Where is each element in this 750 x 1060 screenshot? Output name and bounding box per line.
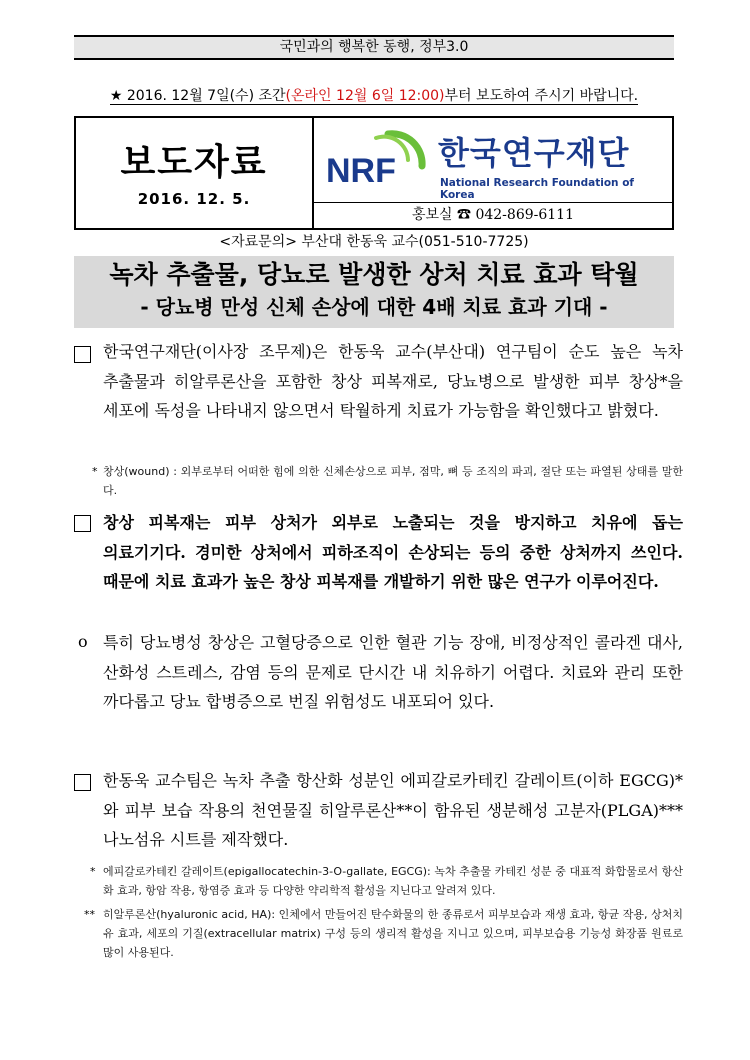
logo-text-kr: 한국연구재단: [438, 134, 630, 172]
inquiry-contact: <자료문의> 부산대 한동욱 교수(051-510-7725): [219, 234, 529, 250]
release-date: 2016. 12. 5.: [137, 190, 251, 208]
note-3-mark: **: [84, 908, 95, 921]
logo-text-en: National Research Foundation of Korea: [440, 177, 634, 201]
embargo-suffix: 부터 보도하여 주시기 바랍니다.: [444, 88, 639, 104]
headline-box: [74, 256, 674, 328]
square-bullet-icon: [74, 515, 91, 532]
nrf-logo-icon: [326, 126, 426, 196]
slogan-text: 국민과의 행복한 동행, 정부3.0: [279, 39, 469, 55]
nrf-logo: [314, 118, 672, 203]
note-2: 에피갈로카테킨 갈레이트(epigallocatechin-3-O-gallate, EGCG): 녹차 추출물 카테킨 성분 중 대표적 화합물로서 항산화 효과, 항암 작용, 항염증 효과 등 다양한 약리학적 활성을 지닌다고 알려져 있다.: [103, 865, 683, 897]
circle-bullet-icon: o: [78, 632, 88, 651]
note-3: 히알루론산(hyaluronic acid, HA): 인체에서 만들어진 탄수화물의 한 종류로서 피부보습과 재생 효과, 항균 작용, 상처치유 효과, 세포의 기질(extracellular matrix) 구성 등의 생리적 활성을 지니고 있으며, 피부보습용 기능성 화장품 원료로 많이 사용된다.: [103, 908, 683, 959]
square-bullet-icon: [74, 346, 91, 363]
slogan-bar: [74, 35, 674, 60]
page-title: 보도자료: [120, 142, 268, 183]
embargo-online: (온라인 12월 6일 12:00): [285, 88, 445, 104]
subheadline: - 당뇨병 만성 신체 손상에 대한 4배 치료 효과 기대 -: [140, 295, 608, 319]
pr-contact: 홍보실 ☎ 042-869-6111: [411, 207, 574, 223]
headline: 녹차 추출물, 당뇨로 발생한 상처 치료 효과 탁월: [109, 260, 639, 289]
header-title-cell: [76, 118, 314, 228]
paragraph-1: 한국연구재단(이사장 조무제)은 한동욱 교수(부산대) 연구팀이 순도 높은 녹차 추출물과 히알루론산을 포함한 창상 피복재로, 당뇨병으로 발생한 피부 창상*을 세포에 독성을 나타내지 않으면서 탁월하게 치료가 가능함을 확인했다고 밝혔다.: [103, 342, 683, 420]
press-release-header: [74, 116, 674, 230]
note-1: 창상(wound) : 외부로부터 어떠한 힘에 의한 신체손상으로 피부, 점막, 뼈 등 조직의 파괴, 절단 또는 파열된 상태를 말한다.: [103, 465, 683, 497]
logo-mark-text: NRF: [326, 152, 396, 190]
paragraph-3: 특히 당뇨병성 창상은 고혈당증으로 인한 혈관 기능 장애, 비정상적인 콜라겐 대사, 산화성 스트레스, 감염 등의 문제로 단시간 내 치유하기 어렵다. 치료와 관리 또한 까다롭고 당뇨 합병증으로 번질 위험성도 내포되어 있다.: [103, 633, 683, 711]
note-2-mark: *: [90, 865, 96, 878]
paragraph-2: 창상 피복재는 피부 상처가 외부로 노출되는 것을 방지하고 치유에 돕는 의료기기다. 경미한 상처에서 피하조직이 손상되는 등의 중한 상처까지 쓰인다. 때문에 치료 효과가 높은 창상 피복재를 개발하기 위한 많은 연구가 이루어진다.: [103, 513, 683, 591]
paragraph-4: 한동욱 교수팀은 녹차 추출 항산화 성분인 에피갈로카테킨 갈레이트(이하 EGCG)*와 피부 보습 작용의 천연물질 히알루론산**이 함유된 생분해성 고분자(PLGA)*** 나노섬유 시트를 제작했다.: [103, 771, 683, 849]
embargo-prefix: ★ 2016. 12월 7일(수) 조간: [109, 88, 286, 104]
embargo-notice: [74, 86, 674, 106]
square-bullet-icon: [74, 774, 91, 791]
note-1-mark: *: [92, 465, 98, 478]
